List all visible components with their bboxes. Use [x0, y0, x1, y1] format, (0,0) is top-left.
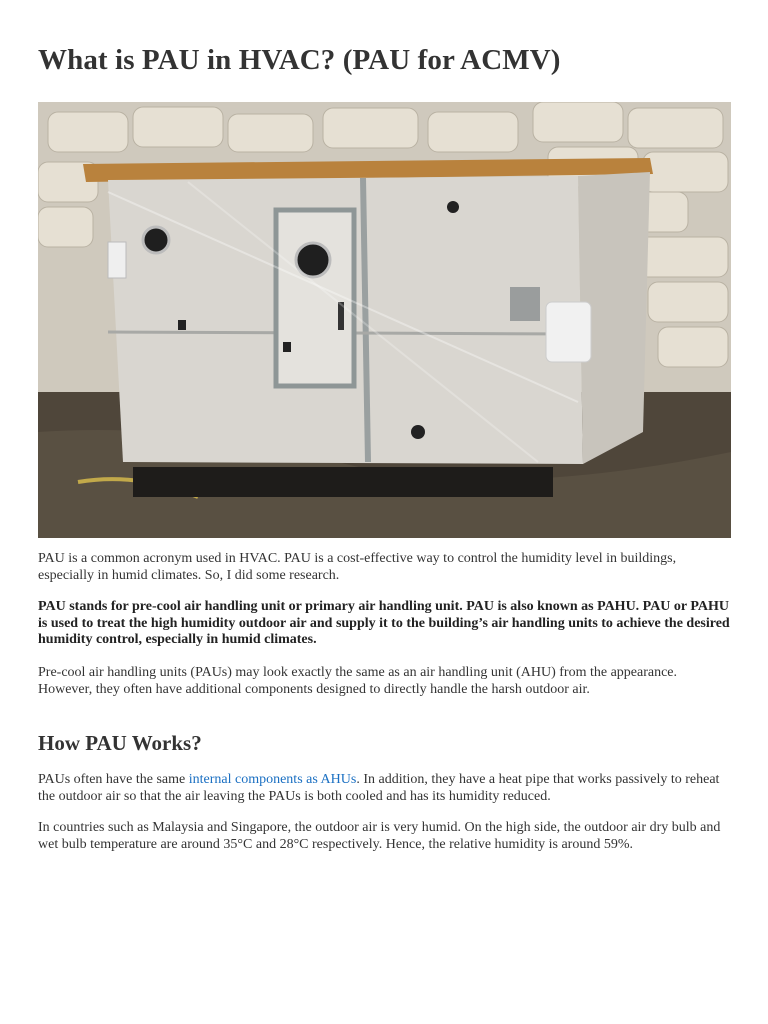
page-title: What is PAU in HVAC? (PAU for ACMV) — [38, 44, 561, 76]
internal-components-link[interactable]: internal components as AHUs — [188, 772, 357, 787]
section-heading-how-pau-works: How PAU Works? — [38, 731, 202, 755]
how-it-works-text-start: PAUs often have the same — [38, 772, 189, 787]
pau-unit-illustration — [38, 102, 731, 538]
how-it-works-paragraph — [38, 772, 732, 805]
pau-unit-photo — [38, 102, 731, 538]
appearance-paragraph: Pre-cool air handling units (PAUs) may look exactly the same as an air handling unit (AHU) from the appearance. However, they often have additional components designed to directly handle the harsh outdoor air. — [38, 665, 678, 697]
definition-paragraph: PAU stands for pre-cool air handling unit or primary air handling unit. PAU is also known as PAHU. PAU or PAHU is used to treat the high humidity outdoor air and supply it to the building’s air handling units to achieve the desired humidity control, especially in humid climates. — [38, 599, 730, 647]
how-it-works-text-end: . In addition, they have a heat pipe that works passively to reheat the outdoor air so that the air leaving the PAUs is both cooled and has its humidity reduced. — [38, 772, 720, 804]
intro-paragraph: PAU is a common acronym used in HVAC. PAU is a cost-effective way to control the humidity level in buildings, especially in humid climates. So, I did some research. — [38, 551, 677, 583]
climate-paragraph: In countries such as Malaysia and Singapore, the outdoor air is very humid. On the high side, the outdoor air dry bulb and wet bulb temperature are around 35°C and 28°C respectively. Hence, the relative humidity is around 59%. — [38, 820, 721, 852]
